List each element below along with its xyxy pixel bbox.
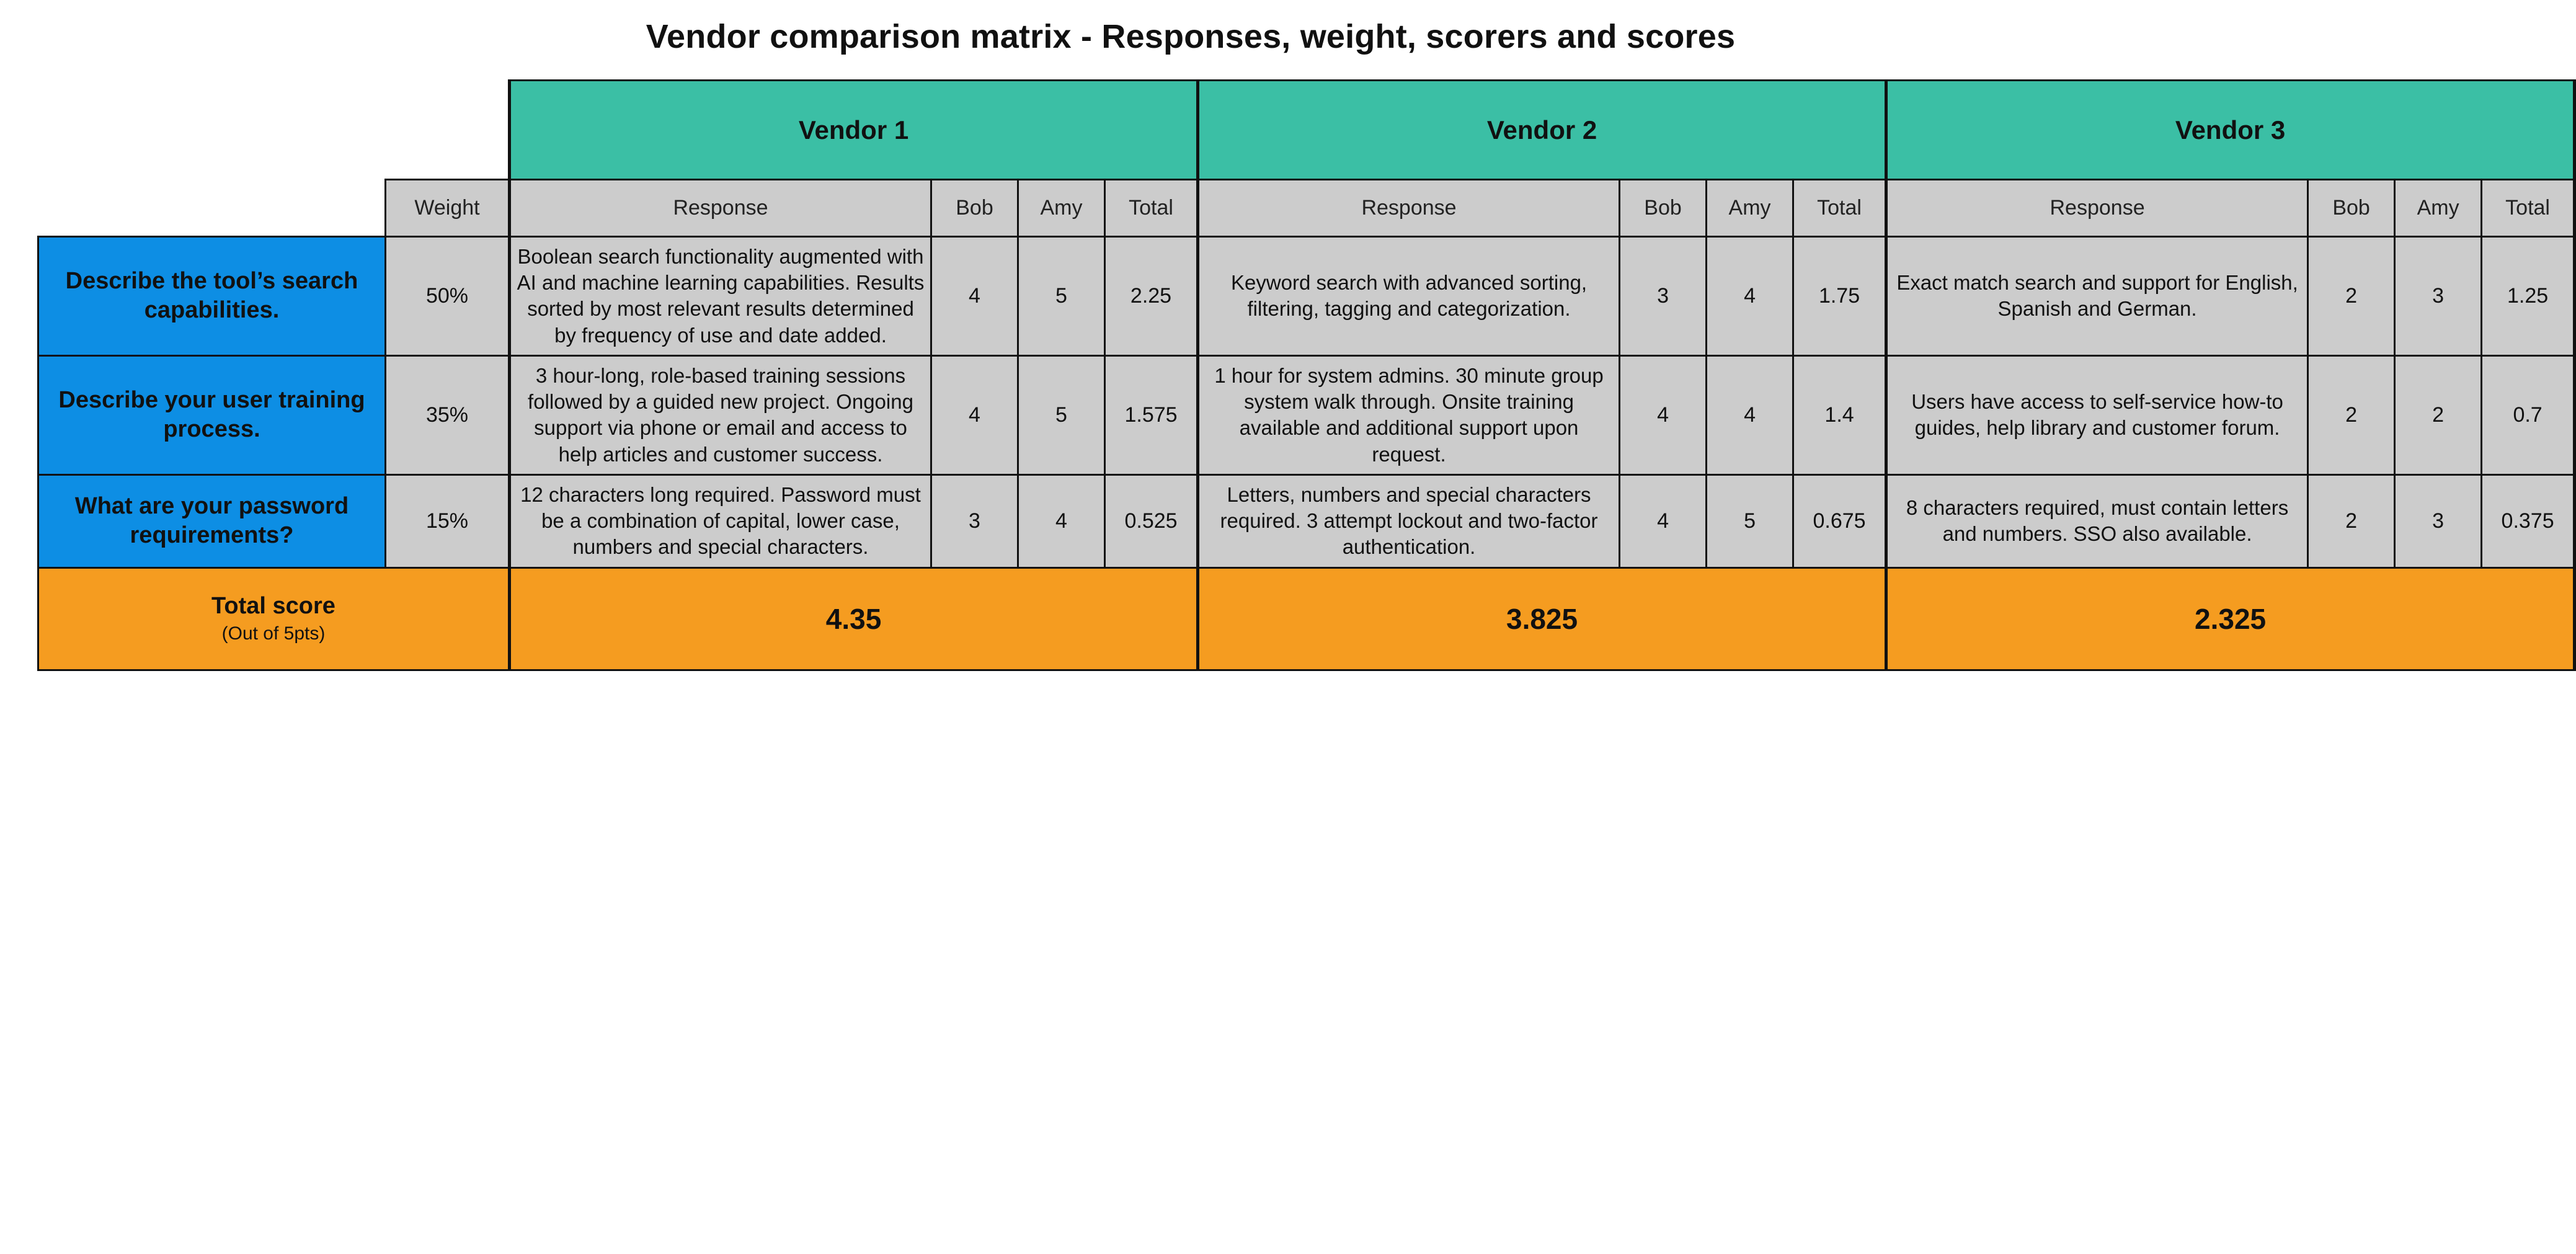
score-amy-v2: 4 — [1707, 237, 1793, 356]
score-total-v3: 0.375 — [2482, 474, 2575, 567]
corner-blank-question — [38, 81, 386, 180]
score-bob-v1: 3 — [931, 474, 1018, 567]
score-amy-v1: 5 — [1018, 237, 1105, 356]
score-total-v2: 1.4 — [1793, 355, 1886, 474]
response-cell-v3: Exact match search and support for English, Spanish and German. — [1886, 237, 2308, 356]
score-amy-v2: 5 — [1707, 474, 1793, 567]
score-total-v2: 1.75 — [1793, 237, 1886, 356]
vendor-comparison-table — [37, 79, 2576, 671]
score-bob-v2: 3 — [1620, 237, 1707, 356]
score-total-v2: 0.675 — [1793, 474, 1886, 567]
total-score-label-main: Total score — [211, 592, 335, 619]
page-title: Vendor comparison matrix - Responses, weight, scorers and scores — [646, 18, 1736, 55]
score-bob-v2: 4 — [1620, 474, 1707, 567]
header-response-v2: Response — [1198, 180, 1620, 237]
total-score-label — [38, 567, 510, 670]
score-amy-v3: 3 — [2395, 237, 2482, 356]
response-cell-v2: Keyword search with advanced sorting, filtering, tagging and categorization. — [1198, 237, 1620, 356]
vendor-header-row — [38, 81, 2575, 180]
header-bob-v1: Bob — [931, 180, 1018, 237]
score-bob-v3: 2 — [2308, 355, 2395, 474]
total-score-v1: 4.35 — [510, 567, 1198, 670]
response-cell-v1: 3 hour-long, role-based training sessions followed by a guided new project. Ongoing support via phone or email and access to help articles and customer success. — [510, 355, 931, 474]
score-bob-v1: 4 — [931, 355, 1018, 474]
score-amy-v3: 3 — [2395, 474, 2482, 567]
total-score-v2: 3.825 — [1198, 567, 1886, 670]
table-row — [38, 237, 2575, 356]
question-cell: Describe the tool’s search capabilities. — [38, 237, 386, 356]
header-amy-v1: Amy — [1018, 180, 1105, 237]
score-bob-v3: 2 — [2308, 237, 2395, 356]
score-amy-v1: 5 — [1018, 355, 1105, 474]
column-header-row — [38, 180, 2575, 237]
vendor-header-3: Vendor 3 — [1886, 81, 2575, 180]
table-head — [38, 81, 2575, 237]
total-score-row — [38, 567, 2575, 670]
score-amy-v1: 4 — [1018, 474, 1105, 567]
corner-blank-question-2 — [38, 180, 386, 237]
corner-blank-weight — [386, 81, 510, 180]
score-total-v1: 0.525 — [1105, 474, 1198, 567]
question-cell: What are your password requirements? — [38, 474, 386, 567]
score-total-v3: 1.25 — [2482, 237, 2575, 356]
score-bob-v3: 2 — [2308, 474, 2395, 567]
question-cell: Describe your user training process. — [38, 355, 386, 474]
weight-cell: 35% — [386, 355, 510, 474]
table-row — [38, 355, 2575, 474]
weight-cell: 50% — [386, 237, 510, 356]
score-amy-v2: 4 — [1707, 355, 1793, 474]
score-total-v1: 1.575 — [1105, 355, 1198, 474]
weight-cell: 15% — [386, 474, 510, 567]
response-cell-v2: Letters, numbers and special characters required. 3 attempt lockout and two-factor authentication. — [1198, 474, 1620, 567]
score-amy-v3: 2 — [2395, 355, 2482, 474]
header-total-v1: Total — [1105, 180, 1198, 237]
score-total-v1: 2.25 — [1105, 237, 1198, 356]
response-cell-v3: Users have access to self-service how-to guides, help library and customer forum. — [1886, 355, 2308, 474]
header-response-v1: Response — [510, 180, 931, 237]
response-cell-v1: Boolean search functionality augmented with AI and machine learning capabilities. Results sorted by most relevant results determined by frequency of use and date added. — [510, 237, 931, 356]
header-total-v2: Total — [1793, 180, 1886, 237]
header-amy-v2: Amy — [1707, 180, 1793, 237]
matrix-container — [0, 79, 2554, 696]
header-weight: Weight — [386, 180, 510, 237]
total-score-sublabel: (Out of 5pts) — [221, 623, 326, 644]
vendor-header-1: Vendor 1 — [510, 81, 1198, 180]
header-bob-v3: Bob — [2308, 180, 2395, 237]
header-bob-v2: Bob — [1620, 180, 1707, 237]
vendor-header-2: Vendor 2 — [1198, 81, 1886, 180]
score-bob-v2: 4 — [1620, 355, 1707, 474]
response-cell-v3: 8 characters required, must contain letters and numbers. SSO also available. — [1886, 474, 2308, 567]
score-bob-v1: 4 — [931, 237, 1018, 356]
header-amy-v3: Amy — [2395, 180, 2482, 237]
response-cell-v2: 1 hour for system admins. 30 minute group system walk through. Onsite training available and additional support upon request. — [1198, 355, 1620, 474]
header-response-v3: Response — [1886, 180, 2308, 237]
table-body — [38, 237, 2575, 670]
response-cell-v1: 12 characters long required. Password must be a combination of capital, lower case, numbers and special characters. — [510, 474, 931, 567]
total-score-v3: 2.325 — [1886, 567, 2575, 670]
header-total-v3: Total — [2482, 180, 2575, 237]
score-total-v3: 0.7 — [2482, 355, 2575, 474]
table-row — [38, 474, 2575, 567]
